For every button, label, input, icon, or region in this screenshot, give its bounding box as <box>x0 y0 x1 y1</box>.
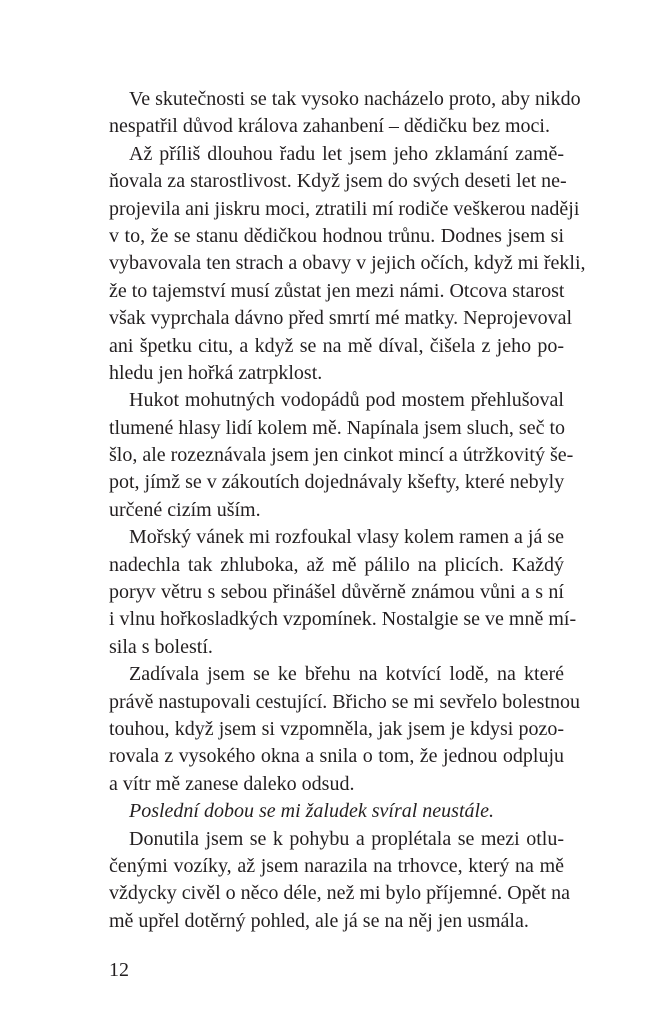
text-line: že to tajemství musí zůstat jen mezi námi. Otcova starost <box>109 279 565 302</box>
text-line: hledu jen hořká zatrpklost. <box>109 361 323 384</box>
paragraph-3 <box>109 387 574 524</box>
text-line: touhou, když jsem si vzpomněla, jak jsem je kdysi pozo- <box>109 717 564 740</box>
text-line: ani špetku citu, a když se na mě díval, čišela z jeho po- <box>109 334 564 357</box>
text-line: i vlnu hořkosladkých vzpomínek. Nostalgie se ve mně mí- <box>109 608 577 631</box>
text-line: Zadívala jsem se ke břehu na kotvící lodě, na které <box>129 663 564 686</box>
text-line: mě upřel dotěrný pohled, ale já se na něj jen usmála. <box>109 909 529 932</box>
page-body <box>109 86 586 935</box>
text-line: v to, že se stanu dědičkou hodnou trůnu. Dodnes jsem si <box>109 224 564 247</box>
paragraph-1 <box>109 86 581 141</box>
text-line: čenými vozíky, až jsem narazila na trhovce, který na mě <box>109 854 564 877</box>
paragraph-4 <box>109 524 577 661</box>
paragraph-2 <box>109 141 586 388</box>
text-line: nespatřil důvod králova zahanbení – dědičku bez moci. <box>109 115 550 138</box>
text-line: Hukot mohutných vodopádů pod mostem přehlušoval <box>129 389 564 412</box>
text-line: tlumené hlasy lidí kolem mě. Napínala jsem sluch, seč to <box>109 416 566 439</box>
page-number: 12 <box>109 959 129 981</box>
text-line: pot, jímž se v zákoutích dojednávaly kšefty, které nebyly <box>109 471 565 494</box>
text-line: poryv větru s sebou přinášel důvěrně známou vůni a s ní <box>109 581 564 604</box>
text-line: rovala z vysokého okna a snila o tom, že jednou odpluju <box>109 745 564 768</box>
text-line: projevila ani jiskru moci, ztratili mí rodiče veškerou naději <box>109 197 580 220</box>
paragraph-6-italic <box>109 798 564 825</box>
text-line: Až příliš dlouhou řadu let jsem jeho zklamání zamě- <box>129 142 564 165</box>
paragraph-5 <box>109 661 580 798</box>
text-line: ňovala za starostlivost. Když jsem do svých deseti let ne- <box>109 170 567 193</box>
text-line: Ve skutečnosti se tak vysoko nacházelo proto, aby nikdo <box>129 88 581 110</box>
text-line: nadechla tak zhluboka, až mě pálilo na plicích. Každý <box>109 553 564 576</box>
text-line: však vyprchala dávno před smrtí mé matky. Neprojevoval <box>109 307 573 330</box>
text-line: a vítr mě zanese daleko odsud. <box>109 772 355 795</box>
text-line: vybavovala ten strach a obavy v jejich očích, když mi řekli, <box>109 252 586 275</box>
text-line: Poslední dobou se mi žaludek svíral neustále. <box>129 800 494 823</box>
text-line: určené cizím uším. <box>109 498 261 521</box>
text-line: šlo, ale rozeznávala jsem jen cinkot mincí a útržkovitý še- <box>109 444 574 467</box>
text-line: Mořský vánek mi rozfoukal vlasy kolem ramen a já se <box>129 526 564 549</box>
paragraph-7 <box>109 826 570 936</box>
text-line: Donutila jsem se k pohybu a proplétala se mezi otlu- <box>129 827 564 850</box>
text-line: právě nastupovali cestující. Břicho se mi sevřelo bolestnou <box>109 690 580 713</box>
text-line: sila s bolestí. <box>109 635 213 658</box>
text-line: vždycky civěl o něco déle, než mi bylo příjemné. Opět na <box>109 882 570 905</box>
